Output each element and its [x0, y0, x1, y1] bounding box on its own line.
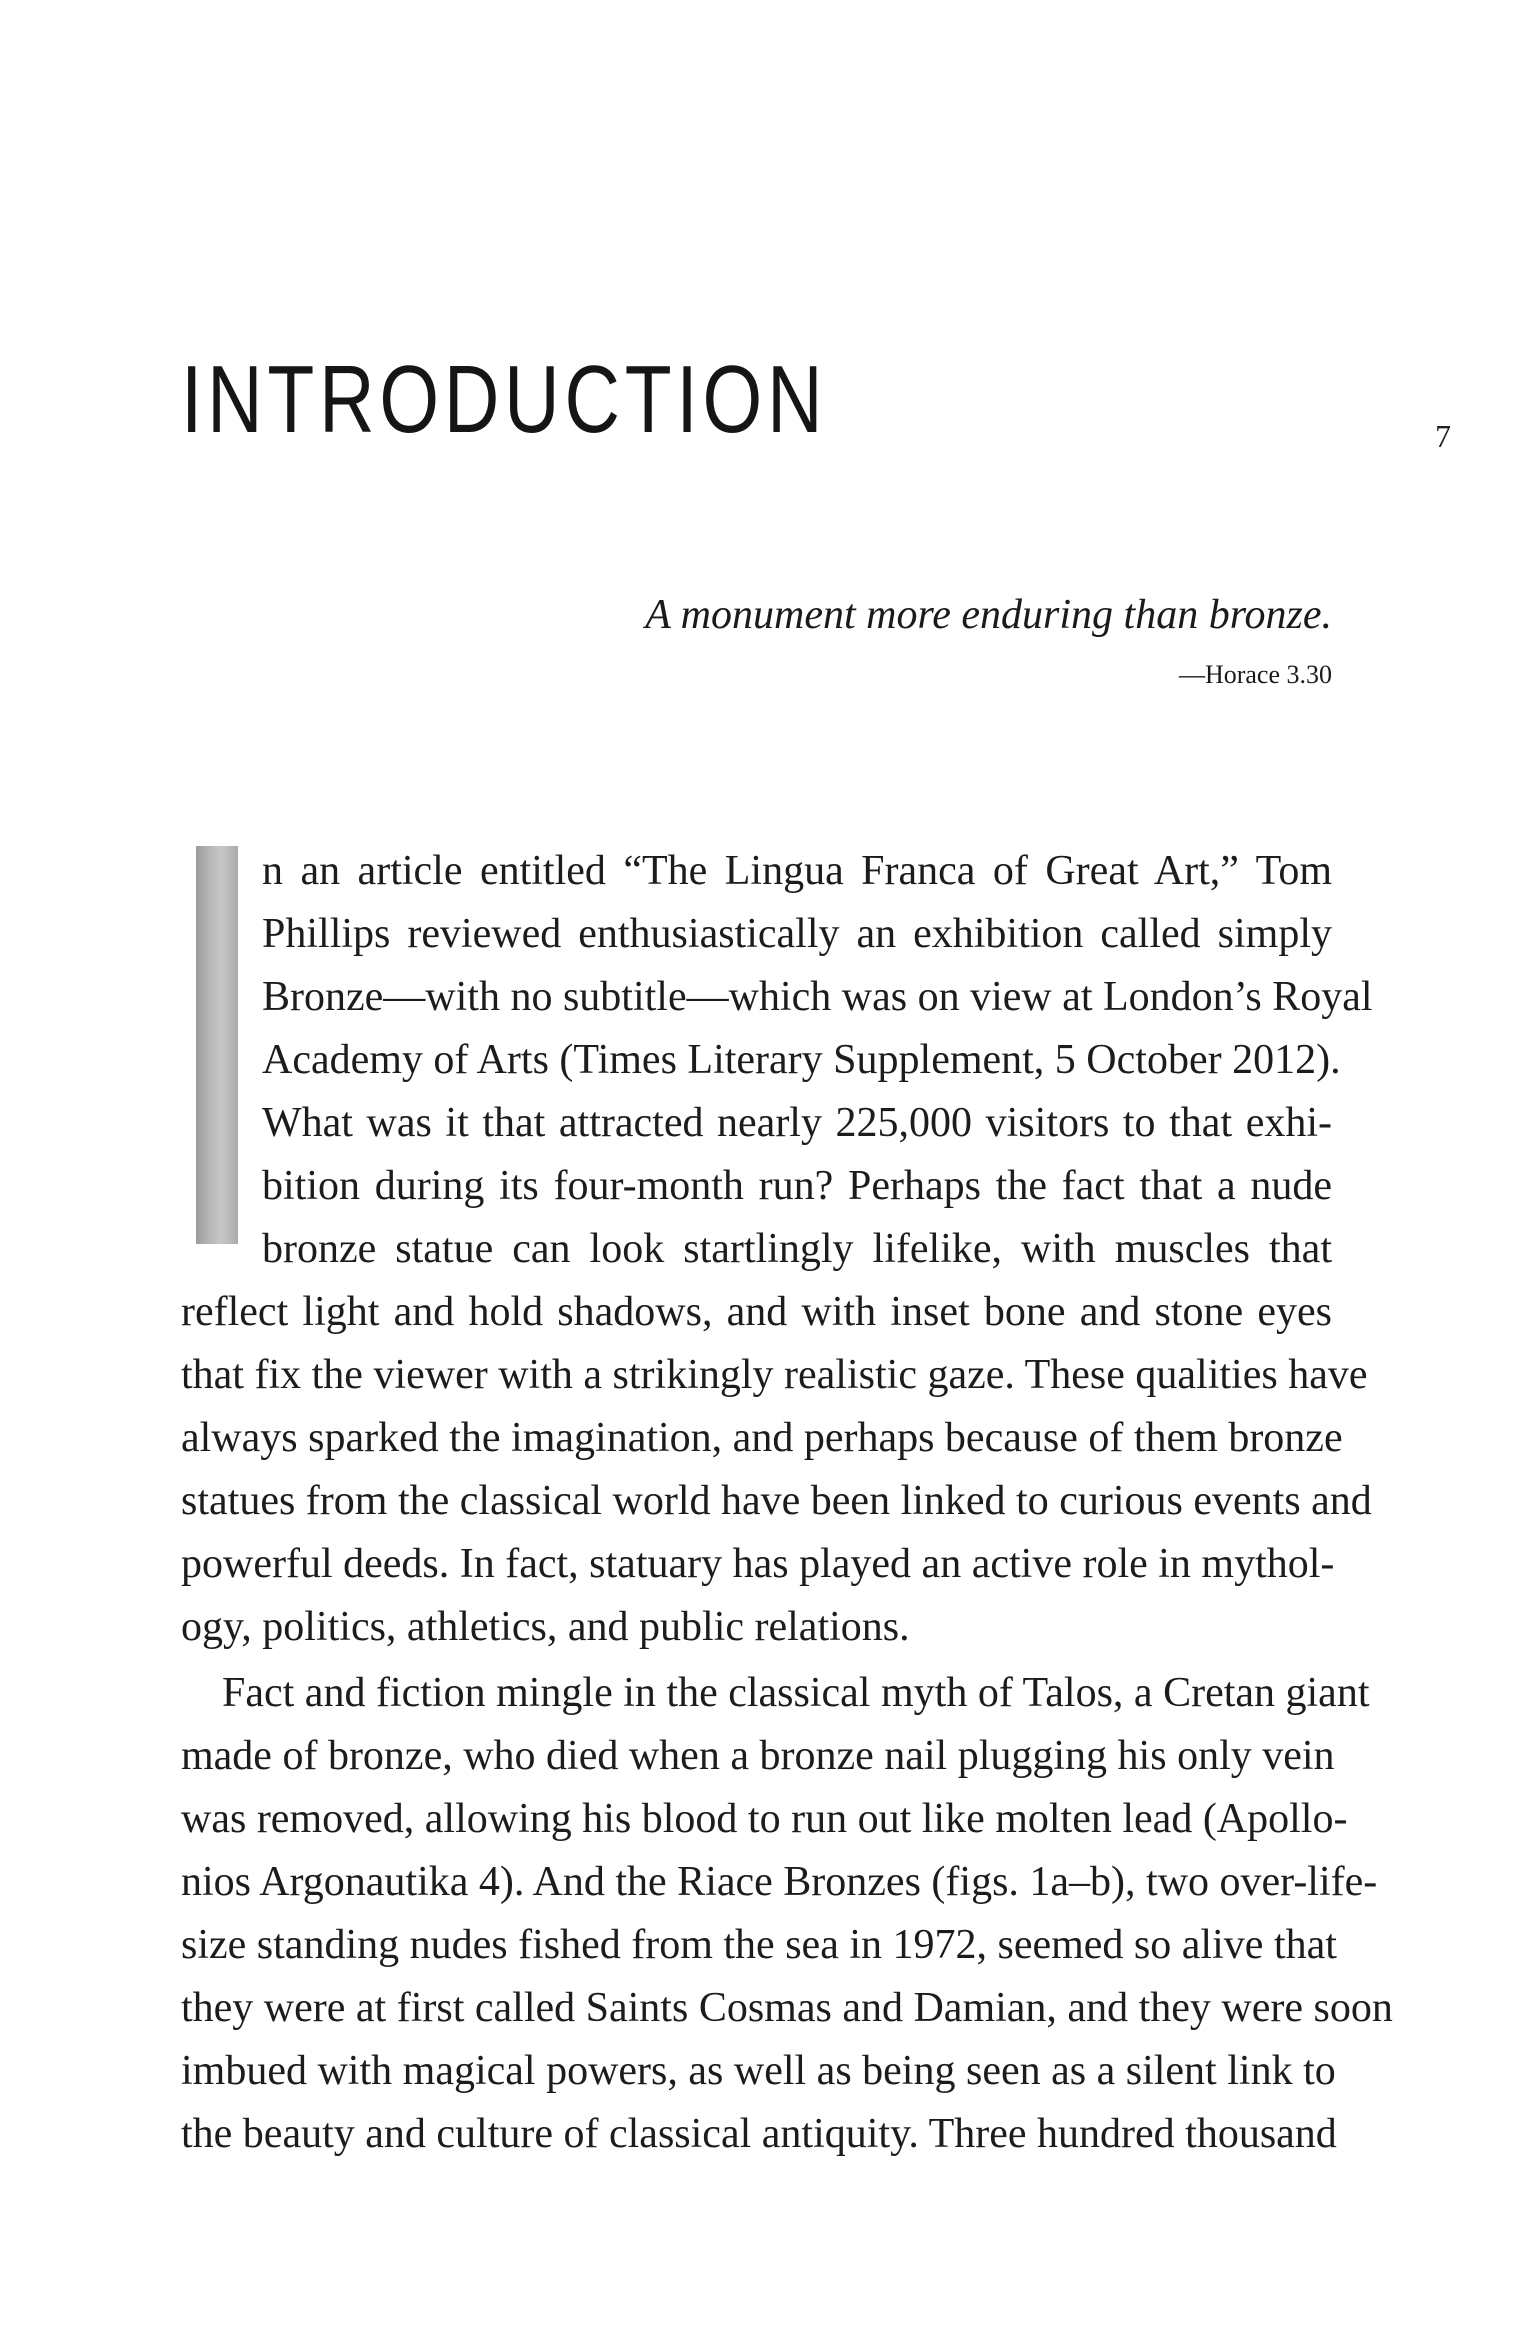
body-line: bition during its four-month run? Perhaps the fact that a nude	[262, 1163, 1332, 1209]
body-line: Fact and fiction mingle in the classical myth of Talos, a Cretan giant	[222, 1670, 1370, 1716]
body-line: that fix the viewer with a strikingly realistic gaze. These qualities have	[181, 1352, 1368, 1398]
body-line: reflect light and hold shadows, and with inset bone and stone eyes	[181, 1289, 1332, 1335]
body-line: Bronze—with no subtitle—which was on view at London’s Royal	[262, 974, 1373, 1020]
body-line: bronze statue can look startlingly lifelike, with muscles that	[262, 1226, 1332, 1272]
page-number: 7	[1435, 418, 1451, 454]
page-title: INTRODUCTION	[181, 346, 828, 453]
body-line: size standing nudes fished from the sea in 1972, seemed so alive that	[181, 1922, 1337, 1968]
body-line: ogy, politics, athletics, and public relations.	[181, 1604, 910, 1650]
body-line: statues from the classical world have been linked to curious events and	[181, 1478, 1372, 1524]
body-line: imbued with magical powers, as well as being seen as a silent link to	[181, 2048, 1336, 2094]
body-line: the beauty and culture of classical antiquity. Three hundred thousand	[181, 2111, 1337, 2157]
body-line: was removed, allowing his blood to run out like molten lead (Apollo-	[181, 1796, 1348, 1842]
drop-cap-initial	[196, 846, 238, 1244]
epigraph-quote: A monument more enduring than bronze.	[645, 592, 1332, 638]
body-line: Academy of Arts (Times Literary Supplement, 5 October 2012).	[262, 1037, 1341, 1083]
body-line: powerful deeds. In fact, statuary has played an active role in mythol-	[181, 1541, 1335, 1587]
body-line: made of bronze, who died when a bronze nail plugging his only vein	[181, 1733, 1335, 1779]
body-line: nios Argonautika 4). And the Riace Bronzes (figs. 1a–b), two over-life-	[181, 1859, 1378, 1905]
body-line: they were at first called Saints Cosmas and Damian, and they were soon	[181, 1985, 1393, 2031]
epigraph-attribution: —Horace 3.30	[1178, 660, 1332, 689]
body-line: n an article entitled “The Lingua Franca of Great Art,” Tom	[262, 848, 1332, 894]
body-line: always sparked the imagination, and perhaps because of them bronze	[181, 1415, 1343, 1461]
body-line: What was it that attracted nearly 225,000 visitors to that exhi-	[262, 1100, 1332, 1146]
body-line: Phillips reviewed enthusiastically an exhibition called simply	[262, 911, 1332, 957]
epigraph	[645, 590, 1332, 690]
